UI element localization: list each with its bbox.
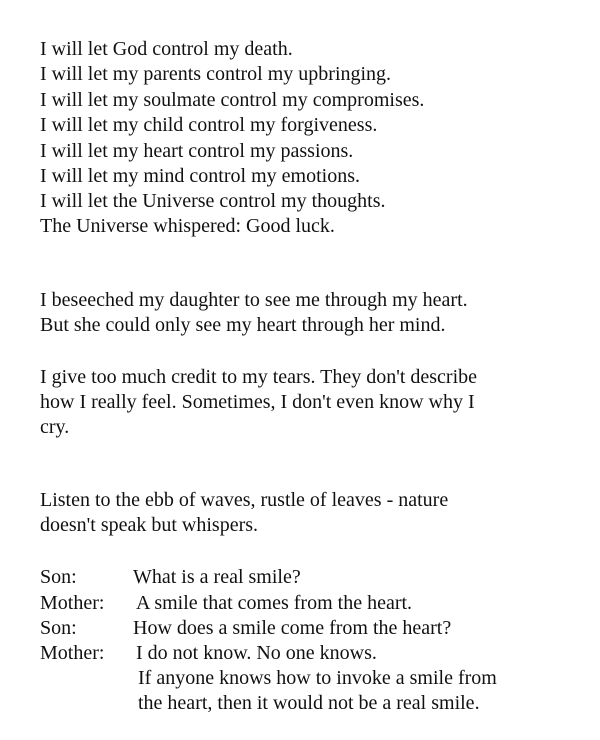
dialogue-line: the heart, then it would not be a real smile.: [138, 692, 480, 714]
tears-line: I give too much credit to my tears. They don't describe: [40, 366, 478, 388]
poem-line: I will let my heart control my passions.: [40, 140, 354, 162]
nature-line: doesn't speak but whispers.: [40, 514, 259, 536]
poem-line: I will let my parents control my upbringing.: [40, 63, 392, 85]
dialogue-line: I do not know. No one knows.: [136, 642, 377, 664]
dialogue-line: How does a smile come from the heart?: [133, 617, 452, 639]
dialogue-speaker: Son:: [40, 617, 77, 639]
dialogue-line: A smile that comes from the heart.: [136, 592, 413, 614]
tears-line: how I really feel. Sometimes, I don't even know why I: [40, 391, 475, 413]
poem-line: I will let the Universe control my thoughts.: [40, 190, 386, 212]
dialogue-speaker: Mother:: [40, 642, 105, 664]
dialogue-speaker: Son:: [40, 566, 77, 588]
daughter-line: I beseeched my daughter to see me through my heart.: [40, 289, 468, 311]
poem-line: I will let God control my death.: [40, 38, 293, 60]
dialogue-speaker: Mother:: [40, 592, 105, 614]
dialogue-line: If anyone knows how to invoke a smile from: [138, 667, 497, 689]
poem-line: I will let my soulmate control my compromises.: [40, 89, 425, 111]
daughter-line: But she could only see my heart through her mind.: [40, 314, 446, 336]
tears-line: cry.: [40, 416, 70, 438]
poem-line: I will let my mind control my emotions.: [40, 165, 360, 187]
dialogue-line: What is a real smile?: [133, 566, 301, 588]
poem-line: The Universe whispered: Good luck.: [40, 215, 335, 237]
poem-line: I will let my child control my forgiveness.: [40, 114, 378, 136]
nature-line: Listen to the ebb of waves, rustle of leaves - nature: [40, 489, 449, 511]
